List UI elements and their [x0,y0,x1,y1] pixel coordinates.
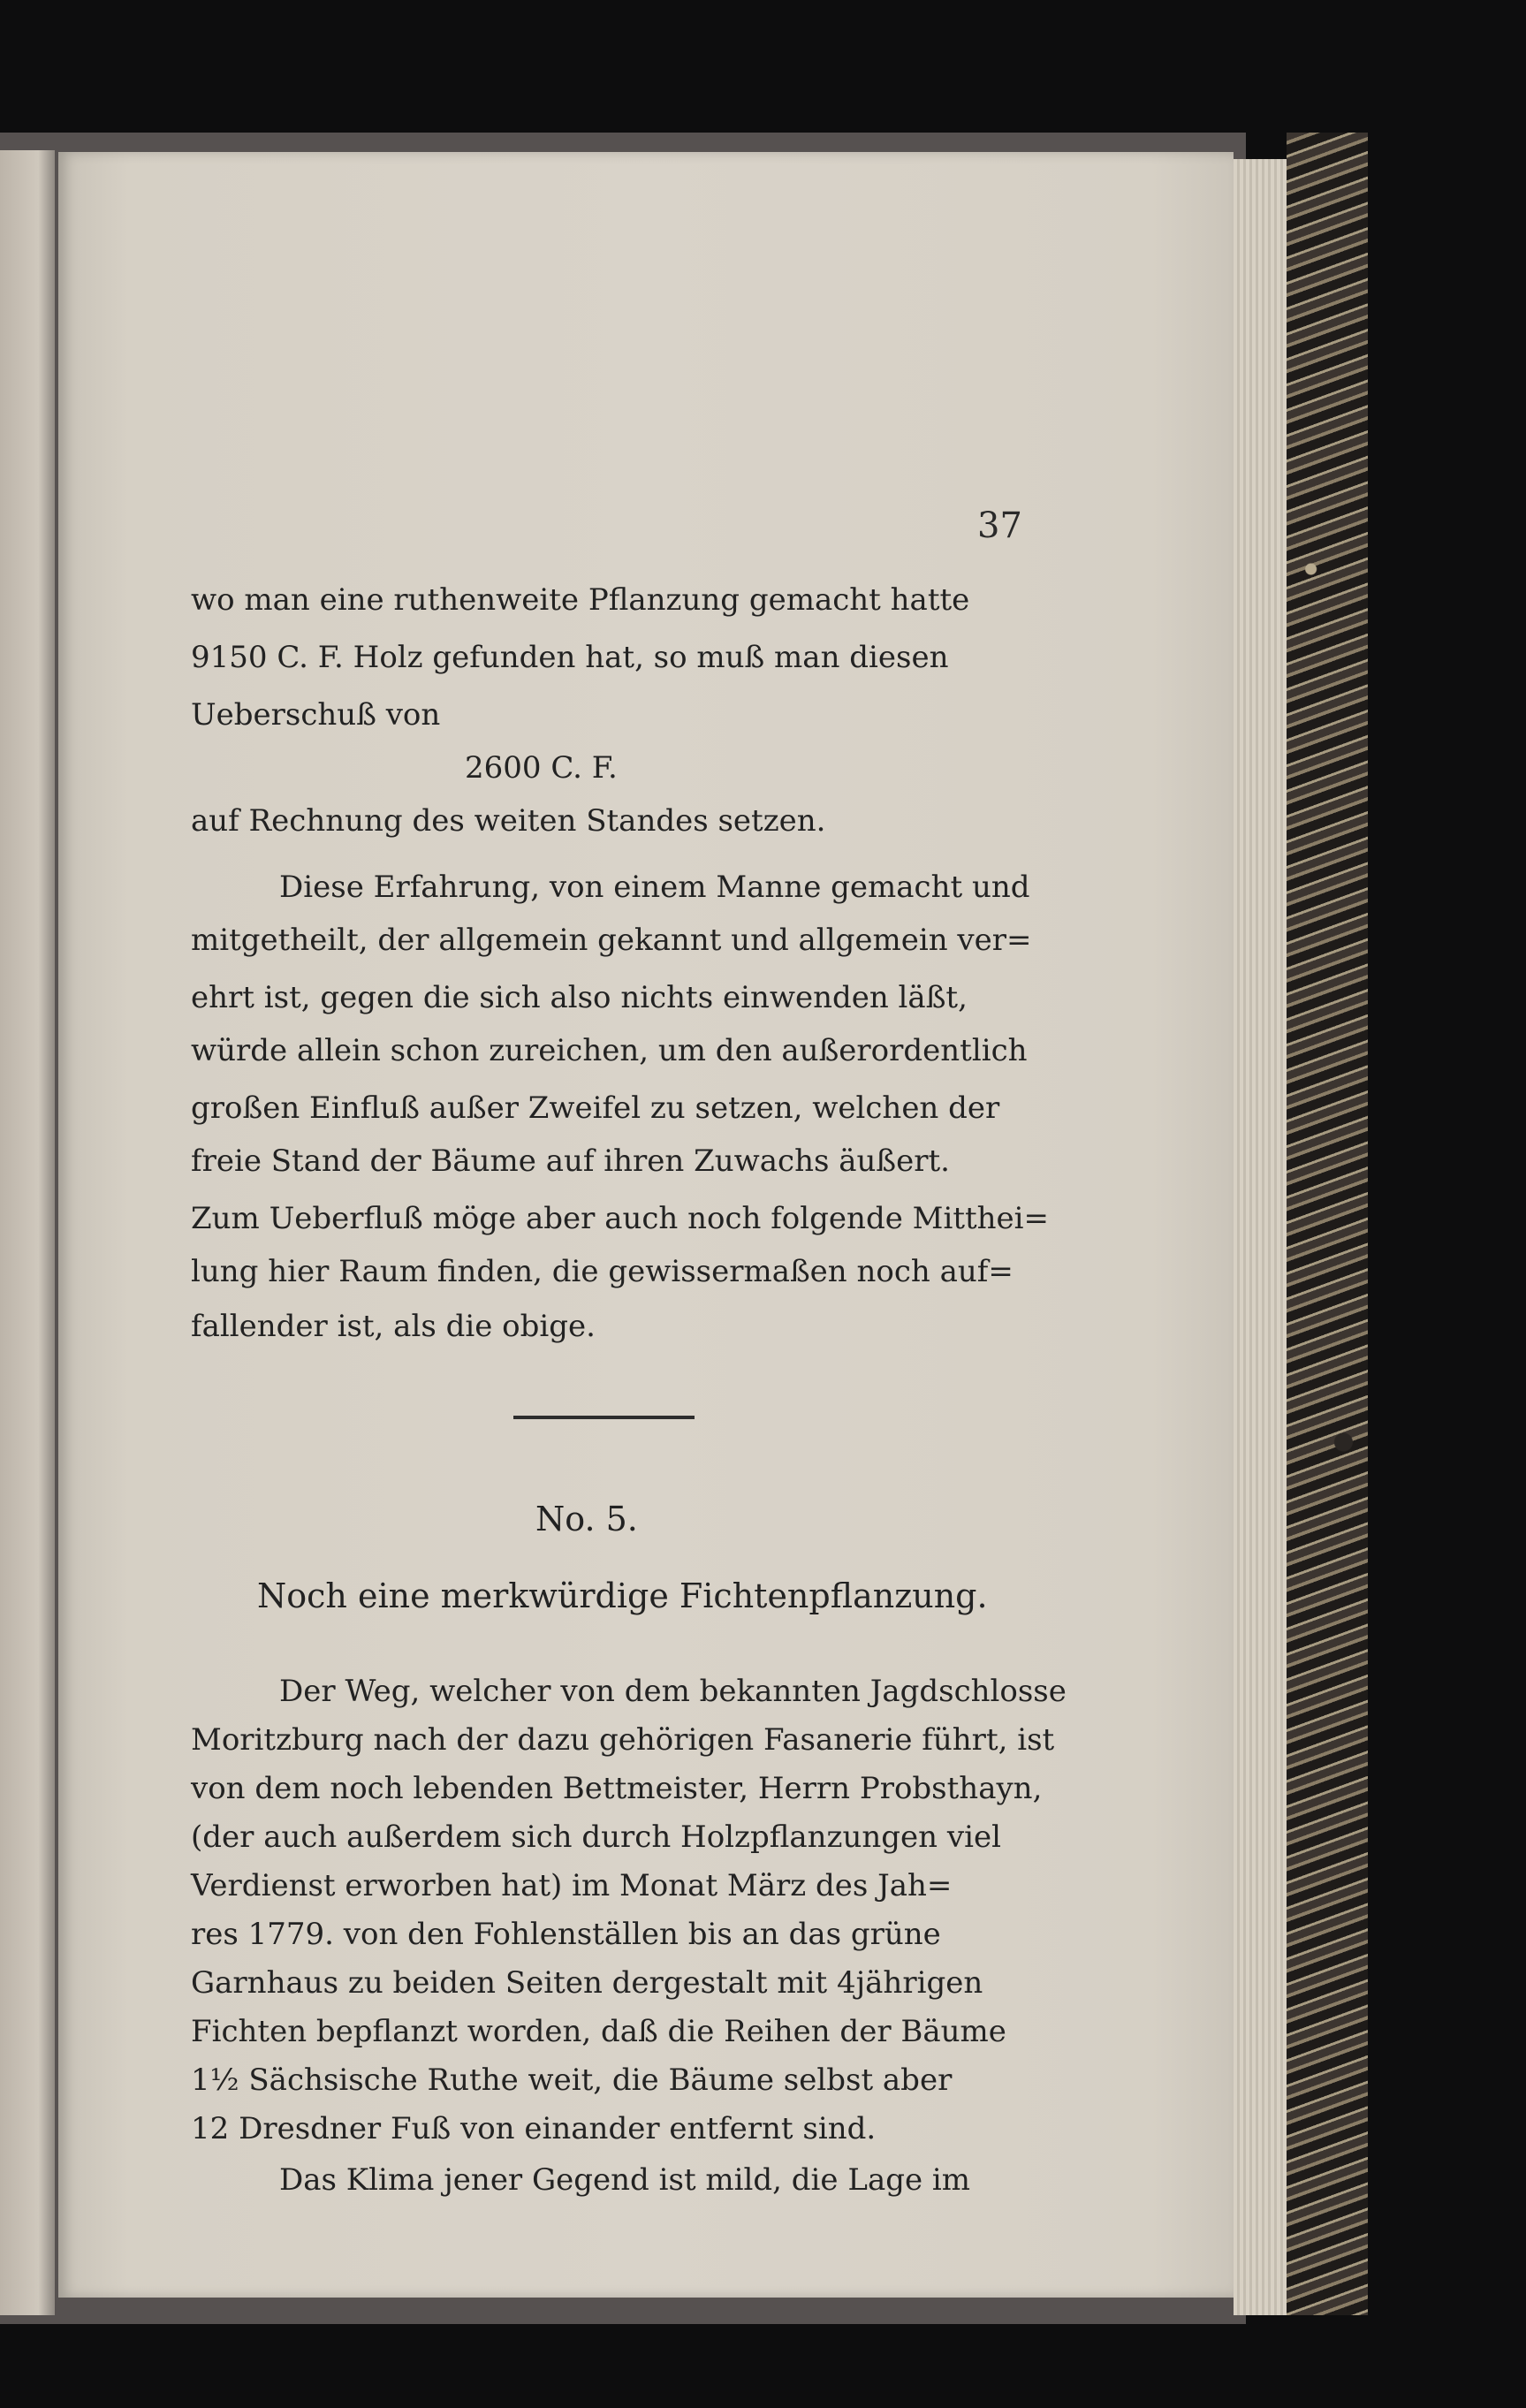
section-divider [513,1416,695,1419]
text-line: Zum Ueberfluß möge aber auch noch folgende Mitthei= [191,1201,1050,1236]
text-line: 12 Dresdner Fuß von einander entfernt sind. [191,2111,877,2146]
text-line: von dem noch lebenden Bettmeister, Herrn Probsthayn, [191,1771,1043,1806]
text-line: Moritzburg nach der dazu gehörigen Fasanerie führt, ist [191,1722,1055,1758]
text-line: Der Weg, welcher von dem bekannten Jagdschlosse [279,1674,1067,1709]
text-line: großen Einfluß außer Zweifel zu setzen, welchen der [191,1090,1000,1126]
text-line: Diese Erfahrung, von einem Manne gemacht und [279,870,1030,905]
page-fore-edge [1234,159,1287,2315]
text-line: Garnhaus zu beiden Seiten dergestalt mit 4jährigen [191,1965,983,2001]
text-line: wo man eine ruthenweite Pflanzung gemacht hatte [191,582,970,618]
text-line: res 1779. von den Fohlenställen bis an das grüne [191,1917,941,1952]
page-number: 37 [977,505,1022,546]
section-number: No. 5. [535,1500,638,1538]
left-page-edge [0,150,55,2315]
text-line: Ueberschuß von [191,697,441,733]
text-line: freie Stand der Bäume auf ihren Zuwachs äußert. [191,1143,950,1179]
text-line: auf Rechnung des weiten Standes setzen. [191,803,826,839]
text-line: fallender ist, als die obige. [191,1309,596,1344]
text-line: 2600 C. F. [465,750,618,786]
marbled-cover-edge [1287,133,1368,2315]
book-page [58,152,1234,2298]
section-title: Noch eine merkwürdige Fichtenpflanzung. [257,1576,988,1615]
text-line: Fichten bepflanzt worden, daß die Reihen der Bäume [191,2014,1006,2049]
text-line: (der auch außerdem sich durch Holzpflanzungen viel [191,1819,1001,1855]
text-line: würde allein schon zureichen, um den außerordentlich [191,1033,1028,1068]
text-line: Verdienst erworben hat) im Monat März des Jah= [191,1868,953,1903]
text-line: 9150 C. F. Holz gefunden hat, so muß man diesen [191,640,949,675]
text-line: 1½ Sächsische Ruthe weit, die Bäume selbst aber [191,2062,953,2098]
text-line: ehrt ist, gegen die sich also nichts einwenden läßt, [191,980,968,1015]
text-line: Das Klima jener Gegend ist mild, die Lage im [279,2162,971,2198]
text-line: lung hier Raum finden, die gewissermaßen noch auf= [191,1254,1014,1289]
text-line: mitgetheilt, der allgemein gekannt und allgemein ver= [191,923,1032,958]
